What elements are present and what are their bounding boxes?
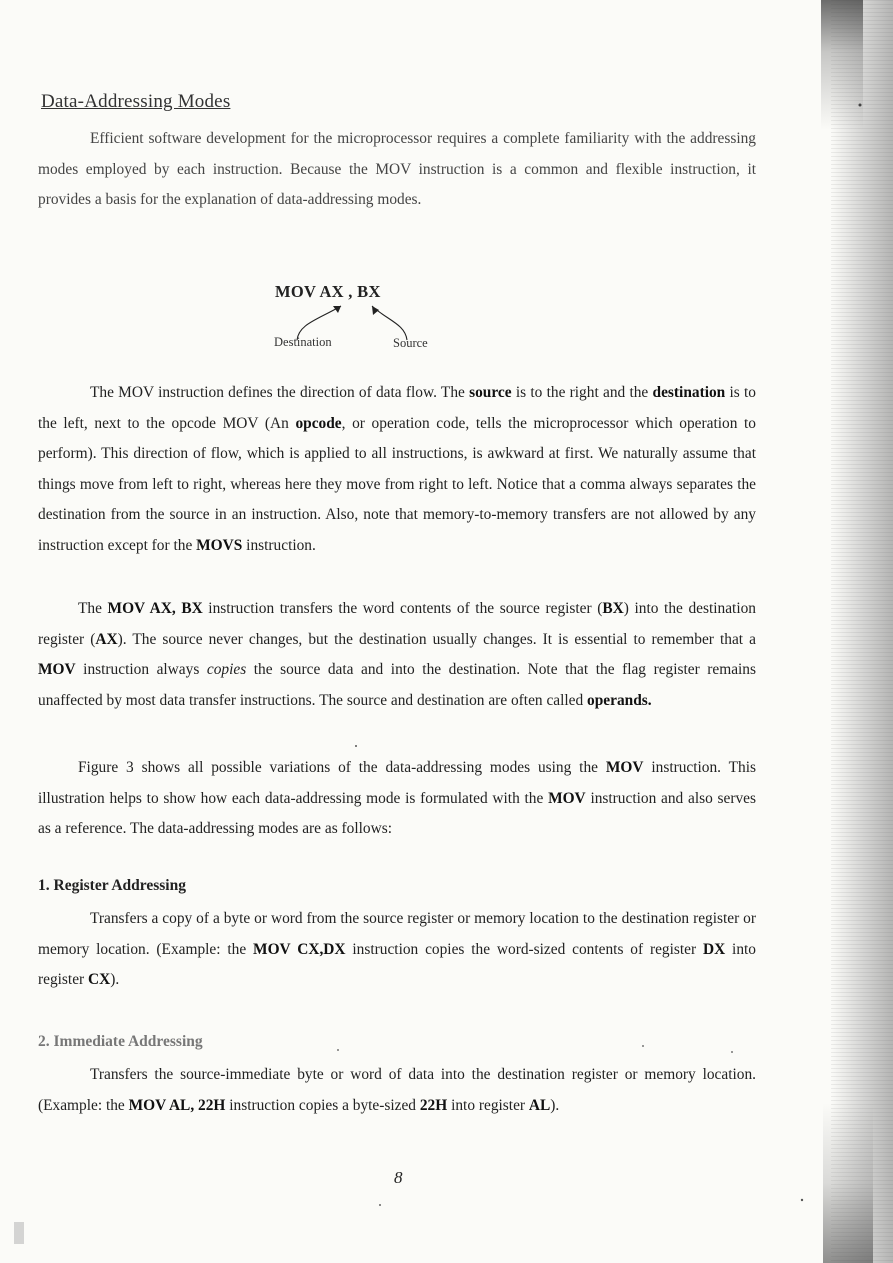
section-register-addressing-title: 1. Register Addressing xyxy=(38,877,186,894)
p3-term-mov-2: MOV xyxy=(548,789,586,807)
s1-term-cx: CX xyxy=(88,971,111,988)
mov-diagram xyxy=(255,278,465,358)
p1-text-c: is to the right and the xyxy=(511,384,653,401)
paragraph-data-flow xyxy=(38,378,756,561)
p2-text-a: The xyxy=(78,600,108,617)
s1-text-g: ). xyxy=(110,971,120,988)
s1-term-dx: DX xyxy=(702,940,726,958)
destination-label: Destination xyxy=(274,335,332,349)
p2-term-copies: copies xyxy=(206,661,247,678)
p2-text-e: ) into the destination register ( xyxy=(38,600,756,648)
diagram-instruction: MOV AX , BX xyxy=(275,282,381,301)
p1-text-a: The MOV instruction defines the direction of data flow. The xyxy=(90,384,470,401)
p2-term-bx: BX xyxy=(602,600,624,617)
p2-text-g: ). The source never changes, but the destination usually changes. It is essential to remember that a xyxy=(117,630,756,648)
p1-text-g: , or operation code, tells the microprocessor which operation to perform). This direction of flow, which is applied to all instructions, is awkward at first. We naturally assume that things move from left to right, whereas here they move from right to left. Notice that a comma always separates the destination from the source in an instruction. Also, note that memory-to-memory transfers are not allowed by any instruction except for the xyxy=(38,414,756,554)
section-register-addressing-body xyxy=(38,904,756,996)
s2-term-al: AL xyxy=(528,1096,551,1114)
p3-text-c: instruction. This illustration helps to show how each data-addressing mode is formulated with the xyxy=(38,759,756,807)
s2-term-mov-al-22h: MOV AL, 22H xyxy=(128,1096,226,1114)
page-number: 8 xyxy=(394,1168,403,1187)
paragraph-mov-example xyxy=(38,594,756,716)
page-title: Data-Addressing Modes xyxy=(41,91,231,112)
p1-term-opcode: opcode xyxy=(295,414,342,432)
p2-text-k: the source data and into the destination. Note that the flag register remains unaffected by most data transfer instructions. The source and destination are often called xyxy=(38,661,756,709)
p2-term-operands: operands. xyxy=(587,691,652,709)
p3-term-mov: MOV xyxy=(605,759,644,776)
p3-text-e: instruction and also serves as a reference. The data-addressing modes are as follows: xyxy=(38,789,756,837)
s2-text-a: Transfers the source-immediate byte or word of data into the destination register or memory location. (Example: the xyxy=(38,1066,756,1114)
p2-text-i: instruction always xyxy=(75,661,207,678)
p1-text-e: is to the left, next to the opcode MOV (An xyxy=(38,384,756,432)
p1-term-source: source xyxy=(469,384,512,401)
s2-text-e: into register xyxy=(447,1096,529,1114)
p3-text-a: Figure 3 shows all possible variations of the data-addressing modes using the xyxy=(78,759,606,776)
p2-term-mov-ax-bx: MOV AX, BX xyxy=(107,600,203,617)
paragraph-figure-reference xyxy=(38,753,756,845)
s2-text-g: ). xyxy=(550,1096,560,1114)
s2-text-c: instruction copies a byte-sized xyxy=(225,1096,420,1114)
p1-term-movs: MOVS xyxy=(196,536,243,554)
s1-text-e: into register xyxy=(38,940,756,988)
p2-term-ax: AX xyxy=(95,630,118,648)
p2-text-c: instruction transfers the word contents of the source register ( xyxy=(202,600,603,617)
p1-term-destination: destination xyxy=(652,384,726,401)
s1-text-c: instruction copies the word-sized contents of register xyxy=(345,940,703,958)
section-immediate-addressing-title: 2. Immediate Addressing xyxy=(38,1033,203,1050)
intro-paragraph xyxy=(38,124,756,216)
source-label: Source xyxy=(393,336,428,350)
section-immediate-addressing-body xyxy=(38,1060,756,1121)
source-arrowhead xyxy=(372,306,379,315)
s2-term-22h: 22H xyxy=(419,1096,448,1114)
intro-text: Efficient software development for the microprocessor requires a complete familiarity with the addressing modes employed by each instruction. Because the MOV instruction is a common and flexible instruction, it provides a basis for the explanation of data-addressing modes. xyxy=(38,130,756,208)
s1-text-a: Transfers a copy of a byte or word from the source register or memory location to the destination register or memory location. (Example: the xyxy=(38,910,756,958)
p1-text-i: instruction. xyxy=(242,536,316,554)
s1-term-mov-cx-dx: MOV CX,DX xyxy=(253,940,346,958)
p2-term-mov: MOV xyxy=(38,661,76,678)
